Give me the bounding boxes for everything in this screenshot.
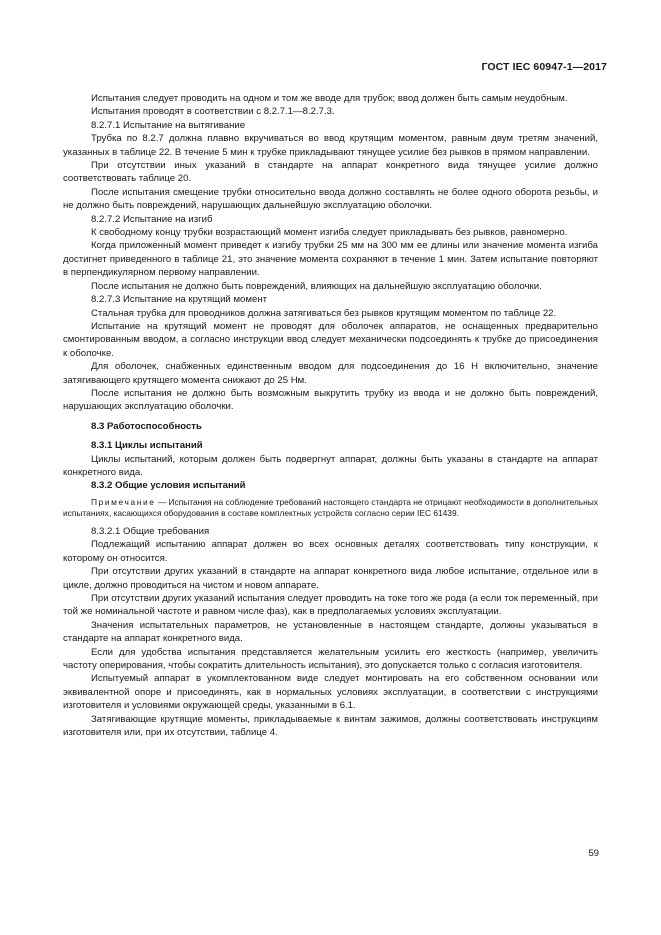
section-heading: 8.3 Работоспособность: [91, 420, 202, 432]
body-paragraph: После испытания не должно быть возможным выкрутить трубку из ввода и не должно быть повреждений, нарушающих эксплуатацию оболочки.: [63, 387, 598, 413]
body-paragraph: При отсутствии других указаний испытания следует проводить на токе того же рода (а если ток переменный, при той же номинальной частоте и равном числе фаз), как в предполагаемых условиях эксплуатации.: [63, 593, 598, 618]
body-paragraph: Для оболочек, снабженных единственным вводом для подсоединения до 16 Н включительно, значение затягивающего крутящего момента снижают до 25 Нм.: [63, 361, 598, 386]
note-paragraph: [63, 497, 598, 520]
body-paragraph: Затягивающие крутящие моменты, прикладываемые к винтам зажимов, должны соответствовать инструкциям изготовителя или, при их отсутствии, таблице 4.: [63, 713, 598, 739]
body-paragraph: После испытания не должно быть повреждений, влияющих на дальнейшую эксплуатацию оболочки.: [91, 280, 542, 292]
note-label: Примечание: [91, 496, 156, 507]
body-paragraph: 8.3.2.1 Общие требования: [91, 525, 210, 537]
body-paragraph: Испытания проводят в соответствии с 8.2.7.1—8.2.7.3.: [91, 106, 335, 118]
body-paragraph: Если для удобства испытания представляется желательным усилить его жесткость (например, увеличить частоту оперирования, чтобы сократить длительность испытания), это допускается только с согласия изготовителя.: [63, 646, 598, 672]
standard-header: ГОСТ IEC 60947-1—2017: [481, 61, 607, 73]
body-paragraph: Испытание на крутящий момент не проводят для оболочек аппаратов, не оснащенных предварительно смонтированным вводом, а согласно инструкции ввод следует механически подсоединять к трубке до присоединения к оболочке.: [63, 320, 598, 359]
body-paragraph: Значения испытательных параметров, не установленные в настоящем стандарте, должны указываться в стандарте на аппарат конкретного вида.: [63, 619, 598, 645]
body-paragraph: К свободному концу трубки возрастающий момент изгиба следует прикладывать без рывков, равномерно.: [91, 227, 568, 239]
body-paragraph: Циклы испытаний, которым должен быть подвергнут аппарат, должны быть указаны в стандарте на аппарат конкретного вида.: [63, 453, 598, 478]
body-paragraph: При отсутствии других указаний в стандарте на аппарат конкретного вида любое испытание, отдельное или в цикле, должно проводиться на чистом и новом аппарате.: [63, 566, 598, 591]
body-paragraph: Когда приложенный момент приведет к изгибу трубки 25 мм на 300 мм ее длины или значение момента изгиба достигнет приведенного в таблице 21, это значение момента сохраняют в течение 1 мин. Затем испытание повторяют в перпендикулярном первому направлении.: [63, 240, 598, 279]
body-paragraph: 8.2.7.3 Испытание на крутящий момент: [91, 294, 268, 306]
page-number: 59: [588, 848, 599, 859]
body-paragraph: Подлежащий испытанию аппарат должен во всех основных деталях соответствовать типу конструкции, к которому он относится.: [63, 539, 598, 564]
body-paragraph: При отсутствии иных указаний в стандарте на аппарат конкретного вида тянущее усилие должно соответствовать таблице 20.: [63, 160, 598, 185]
body-paragraph: Стальная трубка для проводников должна затягиваться без рывков крутящим моментом по таблице 22.: [91, 307, 557, 319]
body-paragraph: После испытания смещение трубки относительно ввода должно составлять не более одного оборота резьбы, и не должно быть повреждений, нарушающих дальнейшую эксплуатацию оболочки.: [63, 186, 598, 212]
body-paragraph: Испытуемый аппарат в укомплектованном виде следует монтировать на его собственном основании или эквивалентной опоре и присоединять, как в нормальных условиях эксплуатации, в соответствии с инструкциями изготовителя и условиями окружающей среды, указанными в 6.1.: [63, 673, 598, 712]
page-body: [63, 92, 598, 739]
body-paragraph: 8.2.7.2 Испытание на изгиб: [91, 213, 213, 225]
section-heading: 8.3.2 Общие условия испытаний: [91, 480, 246, 492]
body-paragraph: Трубка по 8.2.7 должна плавно вкручиваться во ввод крутящим моментом, равным двум третям значений, указанных в таблице 22. В течение 5 мин к трубке прикладывают тянущее усилие без рывков в прямом направлении.: [63, 133, 598, 158]
section-heading: 8.3.1 Циклы испытаний: [91, 440, 203, 452]
note-text: — Испытания на соблюдение требований настоящего стандарта не отрицают необходимости в дополнительных испытаниях, касающихся оборудования в составе комплектных устройств согласно серии IEC 61439.: [63, 496, 598, 519]
body-paragraph: Испытания следует проводить на одном и том же вводе для трубок; ввод должен быть самым неудобным.: [91, 93, 568, 104]
body-paragraph: 8.2.7.1 Испытание на вытягивание: [91, 119, 246, 131]
